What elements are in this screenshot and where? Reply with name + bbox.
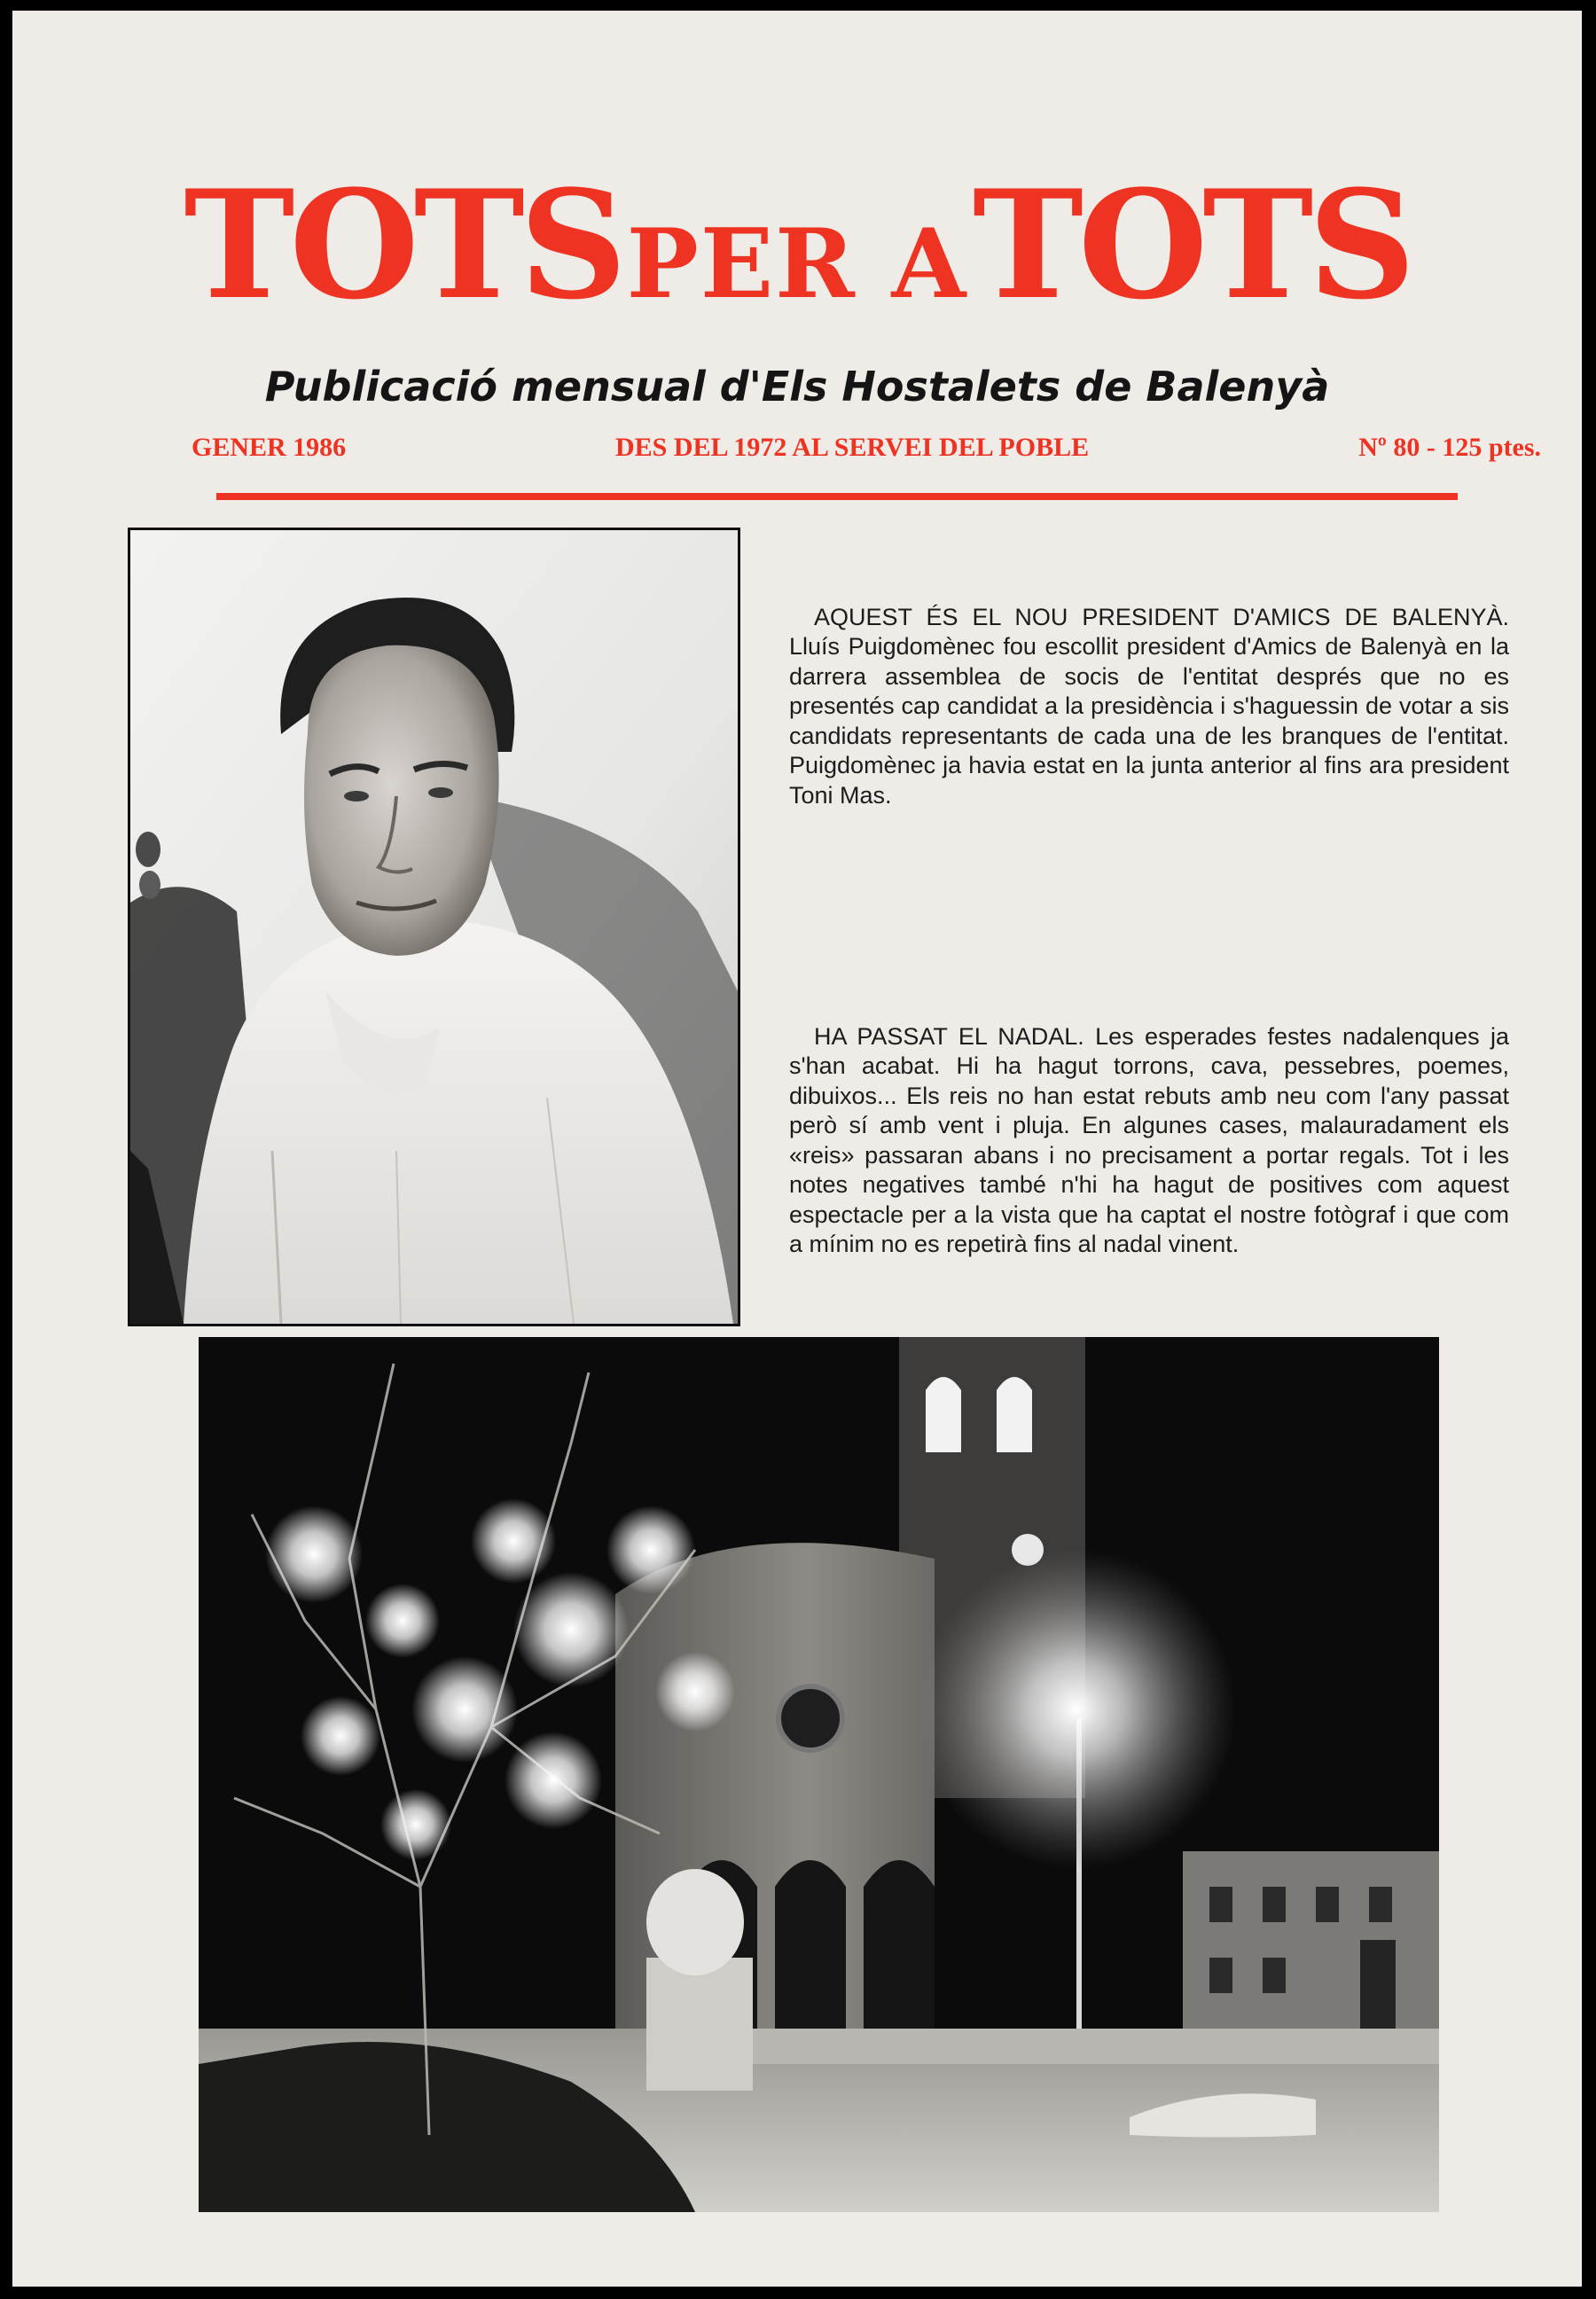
article-new-president: AQUEST ÉS EL NOU PRESIDENT D'AMICS DE BALENYÀ. Lluís Puigdomènec fou escollit president d'Amics de Balenyà en la darrera assemblea de socis de l'entitat després que no es presentés cap candidat a la presidència i s'haguessin de votar a sis candidats representants de cada una de les branques de l'entitat. Puigdomènec ja havia estat en la junta anterior al fins ara president Toni Mas.	[789, 604, 1509, 809]
night-church-photo	[199, 1337, 1439, 2212]
magazine-cover	[12, 11, 1582, 2287]
masthead-word-3: TOTS	[972, 157, 1411, 332]
masthead-title	[12, 157, 1582, 332]
masthead-word-1: TOTS	[184, 157, 622, 332]
article-christmas: HA PASSAT EL NADAL. Les esperades festes nadalenques ja s'han acabat. Hi ha hagut torrons, cava, pessebres, poemes, dibuixos... Els reis no han estat rebuts amb neu com l'any passat però sí amb vent i pluja. En algunes cases, malauradament els «reis» passaran abans i no precisament a portar regals. Tot i les notes negatives també n'hi ha hagut de positives com aquest espectacle per a la vista que ha captat el nostre fotògraf i que com a mínim no es repetirà fins al nadal vinent.	[789, 1023, 1509, 1258]
portrait-photo	[128, 528, 740, 1326]
publication-subtitle: Publicació mensual d'Els Hostalets de Balenyà	[264, 363, 1330, 411]
masthead-word-2: PER A	[626, 208, 968, 320]
issue-number-price: Nº 80 - 125 ptes.	[1358, 433, 1541, 462]
header-divider	[216, 493, 1458, 500]
issue-motto: DES DEL 1972 AL SERVEI DEL POBLE	[615, 433, 1090, 462]
issue-date: GENER 1986	[192, 433, 347, 462]
